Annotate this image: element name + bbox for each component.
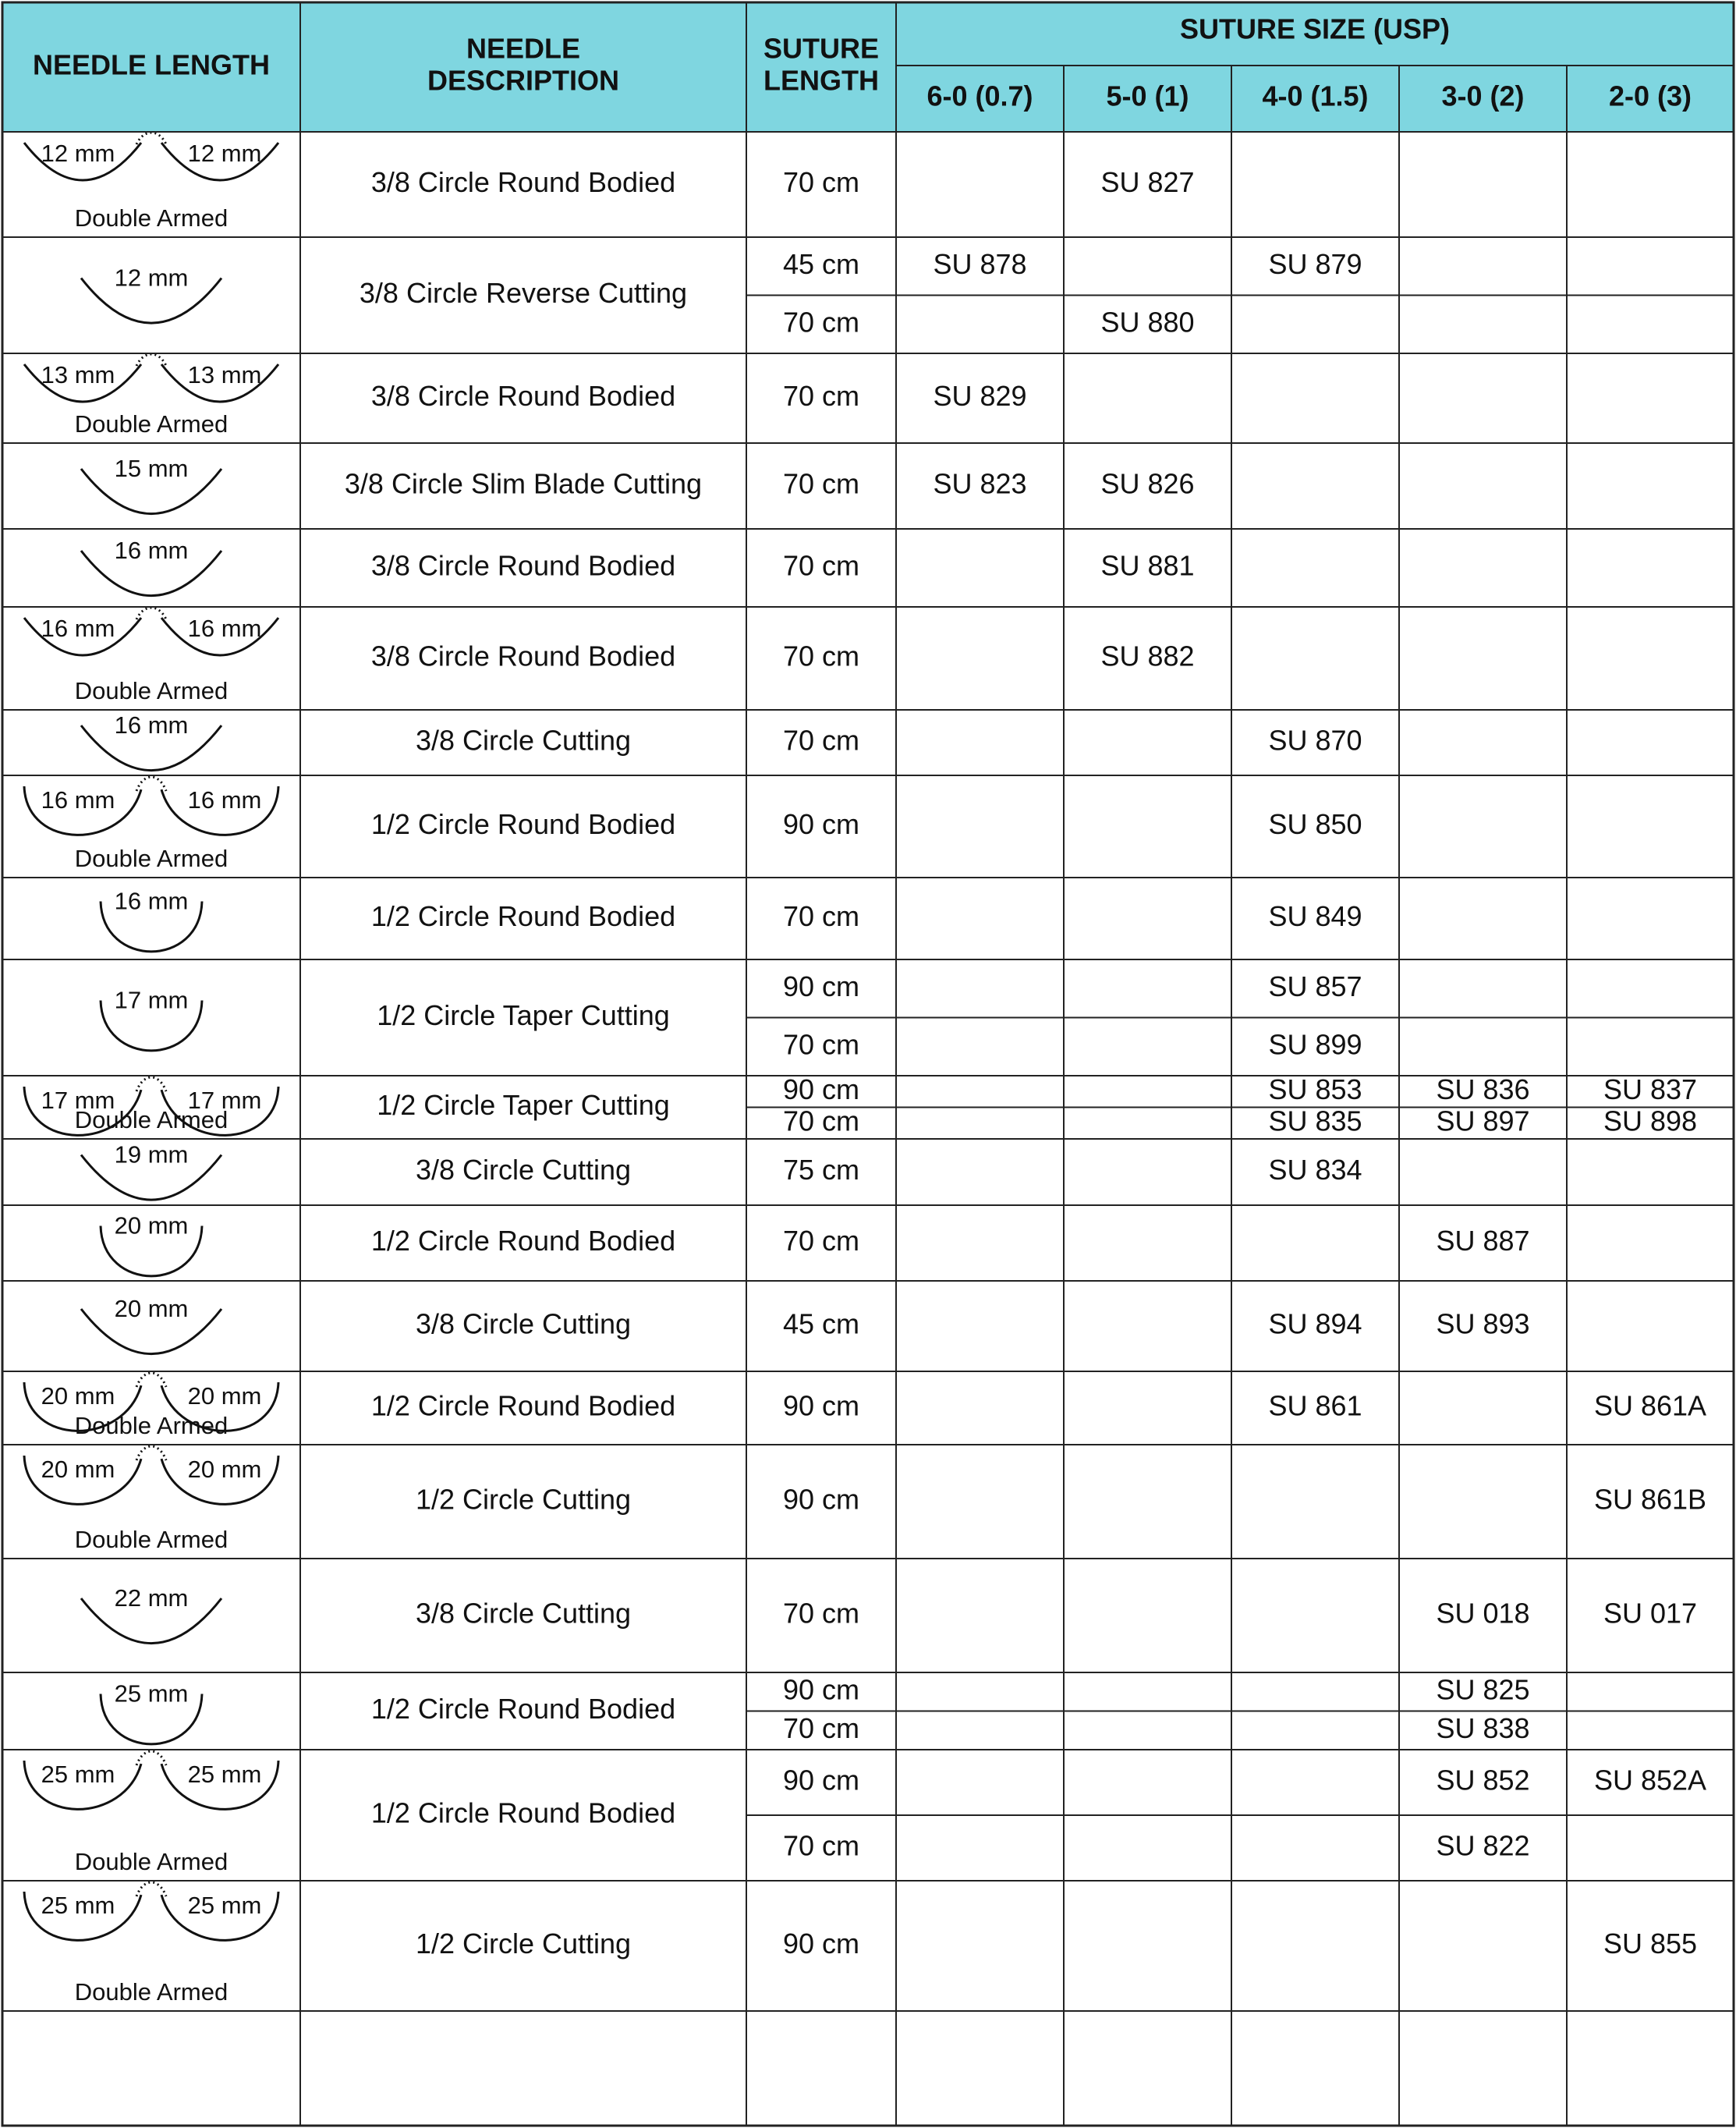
product-code-cell: SU 898 <box>1603 1105 1698 1137</box>
needle-length-left: 20 mm <box>41 1456 115 1484</box>
header-needle-description-line2: DESCRIPTION <box>427 64 620 97</box>
header-size-5: 2-0 (3) <box>1608 80 1692 112</box>
needle-length-label: 16 mm <box>114 711 189 739</box>
needle-description-cell: 1/2 Circle Taper Cutting <box>377 1089 670 1122</box>
suture-length-cell: 70 cm <box>782 724 860 757</box>
needle-length-right: 13 mm <box>187 361 262 389</box>
product-code-cell: SU 861 <box>1268 1389 1362 1422</box>
needle-length-label: 15 mm <box>114 455 189 483</box>
suture-loop <box>136 1882 166 1896</box>
needle-length-label: 16 mm <box>114 887 189 915</box>
suture-length-cell: 45 cm <box>782 247 860 280</box>
needle-length-label: 25 mm <box>114 1679 189 1708</box>
double-armed-label: Double Armed <box>74 204 229 232</box>
needle-length-left: 20 mm <box>41 1382 115 1410</box>
needle-description-cell: 3/8 Circle Cutting <box>415 1307 632 1340</box>
suture-length-cell: 90 cm <box>782 970 860 1002</box>
product-code-cell: SU 017 <box>1603 1597 1698 1630</box>
needle-description-cell: 3/8 Circle Cutting <box>415 724 632 757</box>
header-needle-description-line1: NEEDLE <box>466 32 581 65</box>
suture-length-cell: 45 cm <box>782 1307 860 1340</box>
header-size-3: 4-0 (1.5) <box>1262 80 1369 112</box>
product-code-cell: SU 893 <box>1436 1307 1530 1340</box>
product-code-cell: SU 018 <box>1436 1597 1530 1630</box>
needle-length-right: 25 mm <box>187 1761 262 1789</box>
suture-length-cell: 70 cm <box>782 1105 860 1137</box>
product-code-cell: SU 870 <box>1268 724 1362 757</box>
suture-length-cell: 70 cm <box>782 380 860 413</box>
suture-length-cell: 70 cm <box>782 1028 860 1061</box>
suture-length-cell: 70 cm <box>782 1829 860 1862</box>
header-size-1: 6-0 (0.7) <box>926 80 1033 112</box>
needle-length-left: 16 mm <box>41 786 115 814</box>
needle-description-cell: 1/2 Circle Round Bodied <box>370 1389 676 1422</box>
needle-length-right: 16 mm <box>187 615 262 643</box>
needle-length-right: 16 mm <box>187 786 262 814</box>
product-code-cell: SU 852A <box>1593 1764 1707 1796</box>
product-code-cell: SU 834 <box>1268 1154 1362 1186</box>
needle-length-label: 12 mm <box>114 264 189 292</box>
needle-length-label: 19 mm <box>114 1140 189 1169</box>
suture-length-cell: 90 cm <box>782 1764 860 1796</box>
double-armed-label: Double Armed <box>74 1848 229 1876</box>
needle-length-left: 16 mm <box>41 615 115 643</box>
suture-length-cell: 75 cm <box>782 1154 860 1186</box>
needle-length-right: 20 mm <box>187 1382 262 1410</box>
product-code-cell: SU 857 <box>1268 970 1362 1002</box>
suture-length-cell: 70 cm <box>782 549 860 582</box>
product-code-cell: SU 878 <box>933 247 1027 280</box>
needle-length-right: 12 mm <box>187 140 262 168</box>
product-code-cell: SU 861B <box>1593 1483 1707 1516</box>
needle-description-cell: 1/2 Circle Round Bodied <box>370 900 676 933</box>
needle-description-cell: 1/2 Circle Round Bodied <box>370 1225 676 1257</box>
product-code-cell: SU 825 <box>1436 1673 1530 1706</box>
product-code-cell: SU 861A <box>1593 1389 1707 1422</box>
needle-description-cell: 3/8 Circle Round Bodied <box>370 166 676 199</box>
needle-description-cell: 3/8 Circle Round Bodied <box>370 549 676 582</box>
suture-length-cell: 70 cm <box>782 166 860 199</box>
header-size-4: 3-0 (2) <box>1441 80 1525 112</box>
suture-length-cell: 90 cm <box>782 808 860 841</box>
double-armed-label: Double Armed <box>74 1412 229 1440</box>
suture-loop <box>136 608 166 619</box>
needle-length-left: 17 mm <box>41 1087 115 1115</box>
suture-length-cell: 70 cm <box>782 900 860 933</box>
double-armed-label: Double Armed <box>74 677 229 705</box>
needle-length-left: 13 mm <box>41 361 115 389</box>
header-suture-length-line2: LENGTH <box>763 64 879 97</box>
suture-loop <box>136 1373 166 1387</box>
needle-length-label: 20 mm <box>114 1211 189 1240</box>
product-code-cell: SU 852 <box>1436 1764 1530 1796</box>
double-armed-label: Double Armed <box>74 845 229 873</box>
needle-description-cell: 3/8 Circle Cutting <box>415 1597 632 1630</box>
needle-length-label: 17 mm <box>114 986 189 1014</box>
product-code-cell: SU 879 <box>1268 247 1362 280</box>
double-armed-label: Double Armed <box>74 1106 229 1134</box>
suture-length-cell: 90 cm <box>782 1389 860 1422</box>
needle-length-left: 12 mm <box>41 140 115 168</box>
needle-length-label: 20 mm <box>114 1295 189 1323</box>
needle-length-label: 22 mm <box>114 1584 189 1612</box>
product-code-cell: SU 899 <box>1268 1028 1362 1061</box>
suture-loop <box>136 1077 166 1091</box>
needle-length-right: 17 mm <box>187 1087 262 1115</box>
product-code-cell: SU 837 <box>1603 1073 1698 1105</box>
suture-loop <box>136 1751 166 1765</box>
product-code-cell: SU 881 <box>1100 549 1195 582</box>
suture-length-cell: 70 cm <box>782 306 860 339</box>
suture-loop <box>136 354 166 366</box>
suture-length-cell: 70 cm <box>782 1225 860 1257</box>
header-needle-length: NEEDLE LENGTH <box>32 48 271 81</box>
product-code-cell: SU 823 <box>933 467 1027 500</box>
suture-loop <box>136 1446 166 1460</box>
product-code-cell: SU 853 <box>1268 1073 1362 1105</box>
product-code-cell: SU 829 <box>933 380 1027 413</box>
product-code-cell: SU 887 <box>1436 1225 1530 1257</box>
product-code-cell: SU 850 <box>1268 808 1362 841</box>
header-size-2: 5-0 (1) <box>1106 80 1189 112</box>
double-armed-label: Double Armed <box>74 1978 229 2006</box>
needle-description-cell: 1/2 Circle Cutting <box>415 1928 632 1960</box>
needle-description-cell: 1/2 Circle Taper Cutting <box>377 999 670 1032</box>
suture-loop <box>136 133 166 144</box>
suture-loop <box>136 777 166 791</box>
product-code-cell: SU 822 <box>1436 1829 1530 1862</box>
suture-length-cell: 90 cm <box>782 1073 860 1105</box>
double-armed-label: Double Armed <box>74 410 229 438</box>
table-frame <box>2 2 1734 2126</box>
suture-length-cell: 90 cm <box>782 1483 860 1516</box>
product-code-cell: SU 836 <box>1436 1073 1530 1105</box>
needle-length-left: 25 mm <box>41 1761 115 1789</box>
needle-description-cell: 1/2 Circle Round Bodied <box>370 808 676 841</box>
product-code-cell: SU 882 <box>1100 640 1195 672</box>
suture-length-cell: 70 cm <box>782 1711 860 1744</box>
needle-description-cell: 3/8 Circle Reverse Cutting <box>359 277 688 310</box>
needle-description-cell: 1/2 Circle Round Bodied <box>370 1693 676 1725</box>
product-code-cell: SU 880 <box>1100 306 1195 339</box>
needle-length-label: 16 mm <box>114 537 189 565</box>
needle-description-cell: 3/8 Circle Round Bodied <box>370 640 676 672</box>
product-code-cell: SU 827 <box>1100 166 1195 199</box>
needle-description-cell: 1/2 Circle Round Bodied <box>370 1796 676 1829</box>
product-code-cell: SU 838 <box>1436 1711 1530 1744</box>
product-code-cell: SU 894 <box>1268 1307 1362 1340</box>
needle-description-cell: 3/8 Circle Round Bodied <box>370 380 676 413</box>
product-code-cell: SU 855 <box>1603 1928 1698 1960</box>
needle-length-right: 25 mm <box>187 1892 262 1920</box>
product-code-cell: SU 897 <box>1436 1105 1530 1137</box>
product-code-cell: SU 849 <box>1268 900 1362 933</box>
header-suture-length-line1: SUTURE <box>763 32 880 65</box>
needle-description-cell: 3/8 Circle Slim Blade Cutting <box>344 467 703 500</box>
product-code-cell: SU 835 <box>1268 1105 1362 1137</box>
needle-length-right: 20 mm <box>187 1456 262 1484</box>
product-code-cell: SU 826 <box>1100 467 1195 500</box>
needle-description-cell: 1/2 Circle Cutting <box>415 1483 632 1516</box>
double-armed-label: Double Armed <box>74 1526 229 1554</box>
suture-length-cell: 90 cm <box>782 1673 860 1706</box>
suture-length-cell: 90 cm <box>782 1928 860 1960</box>
suture-length-cell: 70 cm <box>782 1597 860 1630</box>
needle-description-cell: 3/8 Circle Cutting <box>415 1154 632 1186</box>
suture-length-cell: 70 cm <box>782 467 860 500</box>
suture-length-cell: 70 cm <box>782 640 860 672</box>
needle-length-left: 25 mm <box>41 1892 115 1920</box>
header-suture-size: SUTURE SIZE (USP) <box>1179 12 1451 45</box>
